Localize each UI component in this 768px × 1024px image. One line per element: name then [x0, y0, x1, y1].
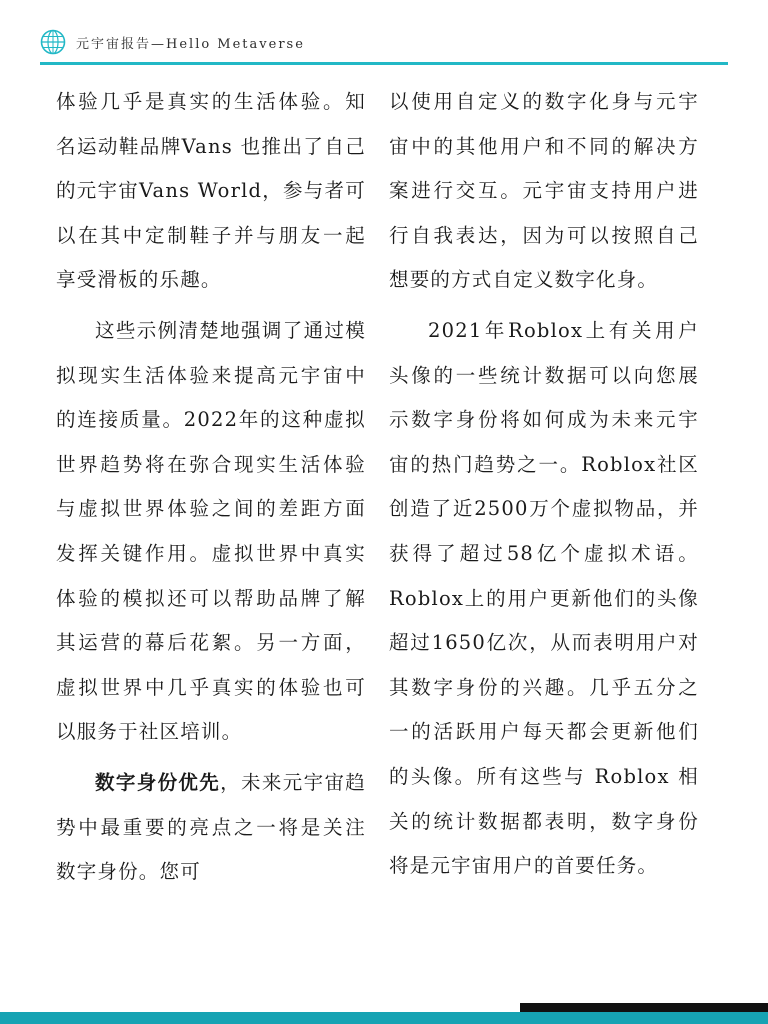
left-paragraph-3: [56, 761, 366, 895]
left-paragraph-2: 这些示例清楚地强调了通过模拟现实生活体验来提高元宇宙中的连接质量。2022年的这种虚拟世界趋势将在弥合现实生活体验与虚拟世界体验之间的差距方面发挥关键作用。虚拟世界中真实体验的模拟还可以帮助品牌了解其运营的幕后花絮。另一方面，虚拟世界中几乎真实的体验也可以服务于社区培训。: [56, 318, 366, 744]
left-column: [56, 80, 366, 901]
footer-dark-bar: [520, 1003, 768, 1012]
page-header: [40, 26, 305, 58]
left-paragraph-3-text: ，未来元宇宙趋势中最重要的亮点之一将是关注数字身份。您可: [56, 770, 367, 884]
header-title: 元宇宙报告—Hello Metaverse: [76, 36, 305, 52]
digital-identity-heading: 数字身份优先: [95, 770, 221, 794]
right-column: [389, 80, 699, 895]
right-paragraph-1: 以使用自定义的数字化身与元宇宙中的其他用户和不同的解决方案进行交互。元宇宙支持用户进行自我表达，因为可以按照自己想要的方式自定义数字化身。: [389, 90, 699, 292]
right-paragraph-2: 2021年Roblox上有关用户头像的一些统计数据可以向您展示数字身份将如何成为未来元宇宙的热门趋势之一。Roblox社区创造了近2500万个虚拟物品，并获得了超过58亿个虚拟术语。Roblox上的用户更新他们的头像超过1650亿次，从而表明用户对其数字身份的兴趣。几乎五分之一的活跃用户每天都会更新他们的头像。所有这些与 Roblox 相关的统计数据都表明，数字身份将是元宇宙用户的首要任务。: [389, 318, 699, 878]
footer-bar: [0, 1012, 768, 1024]
left-paragraph-1: 体验几乎是真实的生活体验。知名运动鞋品牌Vans 也推出了自己的元宇宙Vans World，参与者可以在其中定制鞋子并与朋友一起享受滑板的乐趣。: [56, 90, 366, 292]
header-divider: [40, 62, 728, 65]
globe-icon: [40, 29, 66, 55]
